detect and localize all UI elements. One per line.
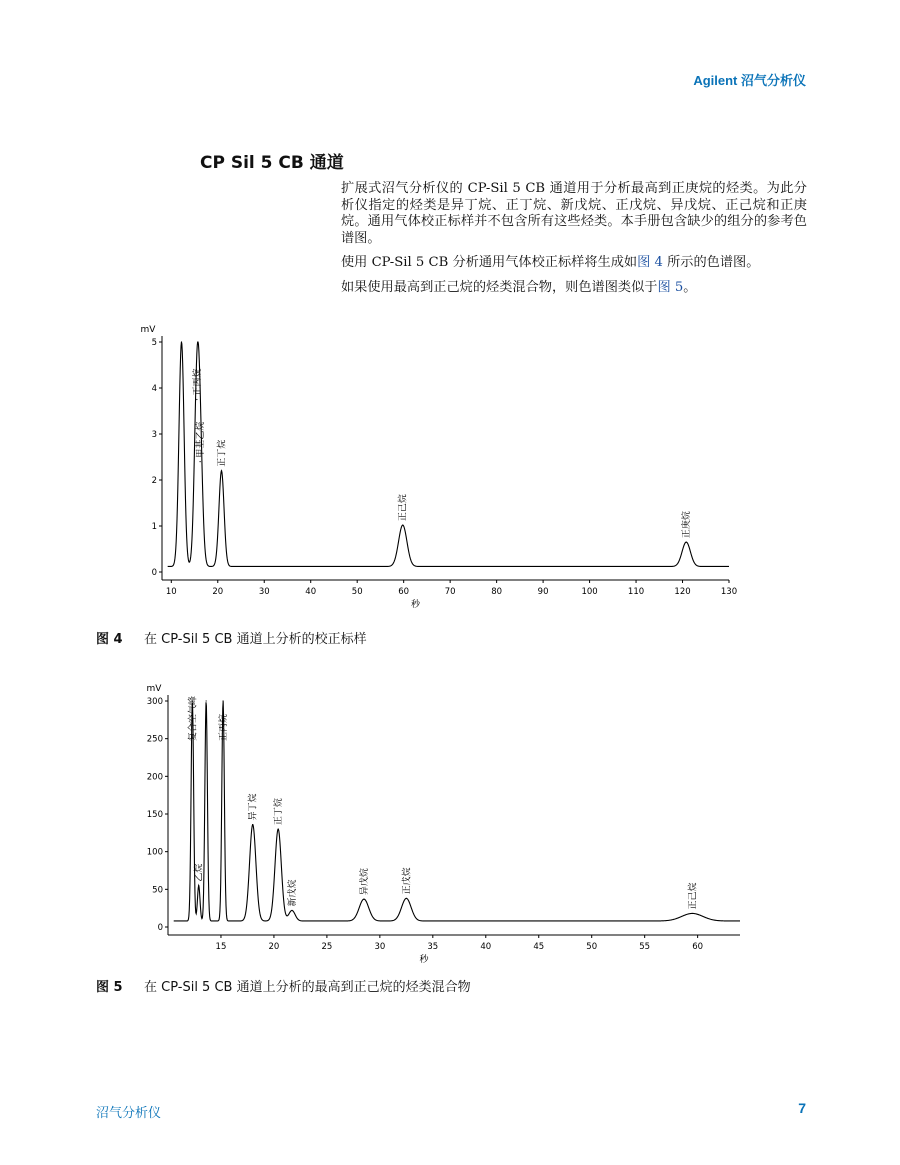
paragraph-2-suffix: 所示的色谱图。 [662, 255, 760, 270]
footer-title: 沼气分析仪 [96, 1106, 162, 1121]
fig4-peak-label: 正己烷 [398, 494, 409, 522]
fig4-peak-2 [200, 461, 201, 462]
fig4-x-tick-label: 10 [165, 587, 177, 597]
fig4-peak-1 [196, 399, 197, 400]
section-title: CP Sil 5 CB 通道 [200, 153, 344, 173]
header-brand: Agilent 沼气分析仪 [693, 73, 806, 88]
fig4-x-axis-label: 秒 [410, 600, 421, 610]
fig5-x-tick-label: 20 [268, 942, 280, 952]
fig4-peak-4 [402, 524, 403, 525]
fig5-x-tick-label: 50 [586, 942, 598, 952]
paragraph-3 [341, 280, 807, 297]
fig4-peak-label: 甲基乙烷 [196, 421, 207, 458]
fig5-y-tick-label: 200 [146, 772, 163, 783]
fig4-peak-label: 正庚烷 [682, 511, 693, 539]
fig4-x-tick-label: 130 [720, 587, 738, 597]
fig5-peak-5 [278, 828, 279, 829]
figure-4-number: 图 4 [96, 632, 123, 647]
figure-5-caption-text: 在 CP-Sil 5 CB 通道上分析的最高到正己烷的烃类混合物 [144, 980, 471, 995]
paragraph-2 [341, 255, 807, 272]
fig5-peak-label: 正丁烷 [274, 798, 285, 826]
fig5-y-tick-label: 250 [146, 734, 163, 745]
fig4-peak-3 [221, 470, 222, 471]
fig5-peak-label: 异戊烷 [359, 868, 370, 896]
fig5-y-tick-label: 100 [146, 847, 163, 858]
fig5-peak-label: 异丁烷 [248, 793, 259, 821]
paragraph-2-text: 使用 CP-Sil 5 CB 分析通用气体校正标样将生成如 [341, 255, 638, 270]
figure-4-link[interactable]: 图 4 [637, 255, 663, 270]
figure-4-chromatogram [0, 320, 900, 620]
fig4-x-tick-label: 120 [674, 587, 691, 597]
figure-4-caption-text: 在 CP-Sil 5 CB 通道上分析的校正标样 [144, 632, 367, 647]
fig4-y-tick-label: 5 [151, 338, 157, 348]
fig5-x-tick-label: 25 [321, 942, 333, 952]
figure-5-chromatogram [0, 675, 900, 970]
fig5-peak-label: 乙烷 [194, 863, 205, 882]
figure-4-caption [96, 628, 367, 647]
fig5-peak-label: 复合空气峰 [188, 695, 199, 741]
fig4-peak-label: 正丙烷 [192, 368, 203, 396]
fig4-y-tick-label: 1 [151, 522, 157, 532]
fig4-y-tick-label: 4 [151, 384, 157, 394]
fig5-x-tick-label: 55 [639, 942, 651, 952]
fig4-y-tick-label: 0 [151, 568, 157, 578]
fig5-x-tick-label: 30 [374, 942, 386, 952]
paragraph-1: 扩展式沼气分析仪的 CP-Sil 5 CB 通道用于分析最高到正庚烷的烃类。为此分析仪指定的烃类是异丁烷、正丁烷、新戊烷、正戊烷、异戊烷、正己烷和正庚烷。通用气体校正标样并不包含所有这些烃类。本手册包含缺少的组分的参考色谱图。 [341, 181, 807, 246]
fig5-y-tick-label: 50 [152, 885, 163, 896]
fig5-peak-2 [206, 700, 207, 701]
figure-5-number: 图 5 [96, 980, 123, 995]
fig4-x-tick-label: 100 [581, 587, 598, 597]
figure-5-caption [96, 976, 471, 995]
fig4-peak-0 [181, 341, 182, 342]
fig5-x-axis-label: 秒 [419, 955, 429, 965]
fig5-peak-label: 新戊烷 [287, 879, 298, 907]
fig5-y-axis-label: mV [146, 684, 162, 694]
fig5-y-tick-label: 150 [146, 810, 163, 820]
fig5-peak-4 [252, 824, 253, 825]
paragraph-3-text: 如果使用最高到正己烷的烃类混合物，则色谱图类似于 [341, 279, 658, 295]
page-number: 7 [798, 1100, 806, 1116]
fig5-x-tick-label: 35 [427, 942, 439, 952]
fig4-x-tick-label: 60 [398, 587, 410, 597]
fig5-peak-9 [692, 913, 693, 914]
paragraph-3-suffix: 。 [683, 279, 697, 295]
fig5-y-tick-label: 300 [146, 697, 163, 707]
fig4-x-tick-label: 110 [627, 587, 645, 597]
fig4-x-tick-label: 20 [212, 587, 224, 597]
fig5-x-tick-label: 40 [480, 942, 492, 952]
fig5-peak-3 [222, 700, 223, 701]
fig5-x-tick-label: 60 [692, 942, 704, 952]
fig4-x-tick-label: 40 [305, 587, 317, 597]
fig4-x-tick-label: 50 [351, 587, 363, 597]
fig5-y-tick-label: 0 [157, 923, 163, 933]
figure-5-link[interactable]: 图 5 [657, 279, 684, 295]
fig4-trace [168, 342, 729, 566]
fig4-x-tick-label: 30 [258, 587, 270, 597]
fig4-x-tick-label: 70 [444, 587, 456, 597]
fig5-peak-label: 正丙烷 [219, 713, 230, 741]
fig5-peak-7 [363, 899, 364, 900]
fig5-x-tick-label: 15 [215, 942, 227, 952]
fig5-peak-1 [198, 885, 199, 886]
fig4-peak-label: 正丁烷 [217, 439, 228, 467]
fig4-x-tick-label: 90 [537, 587, 549, 597]
fig4-x-tick-label: 80 [491, 587, 503, 597]
fig5-x-tick-label: 45 [533, 942, 545, 952]
fig5-peak-label: 正戊烷 [402, 867, 413, 895]
fig5-peak-8 [406, 898, 407, 899]
fig4-peak-5 [686, 542, 687, 543]
fig5-peak-label: 正己烷 [688, 882, 699, 910]
body-text [341, 181, 807, 304]
fig4-y-tick-label: 3 [151, 430, 157, 440]
fig5-peak-6 [291, 910, 292, 911]
fig4-y-tick-label: 2 [151, 476, 157, 486]
fig4-y-axis-label: mV [140, 325, 156, 335]
